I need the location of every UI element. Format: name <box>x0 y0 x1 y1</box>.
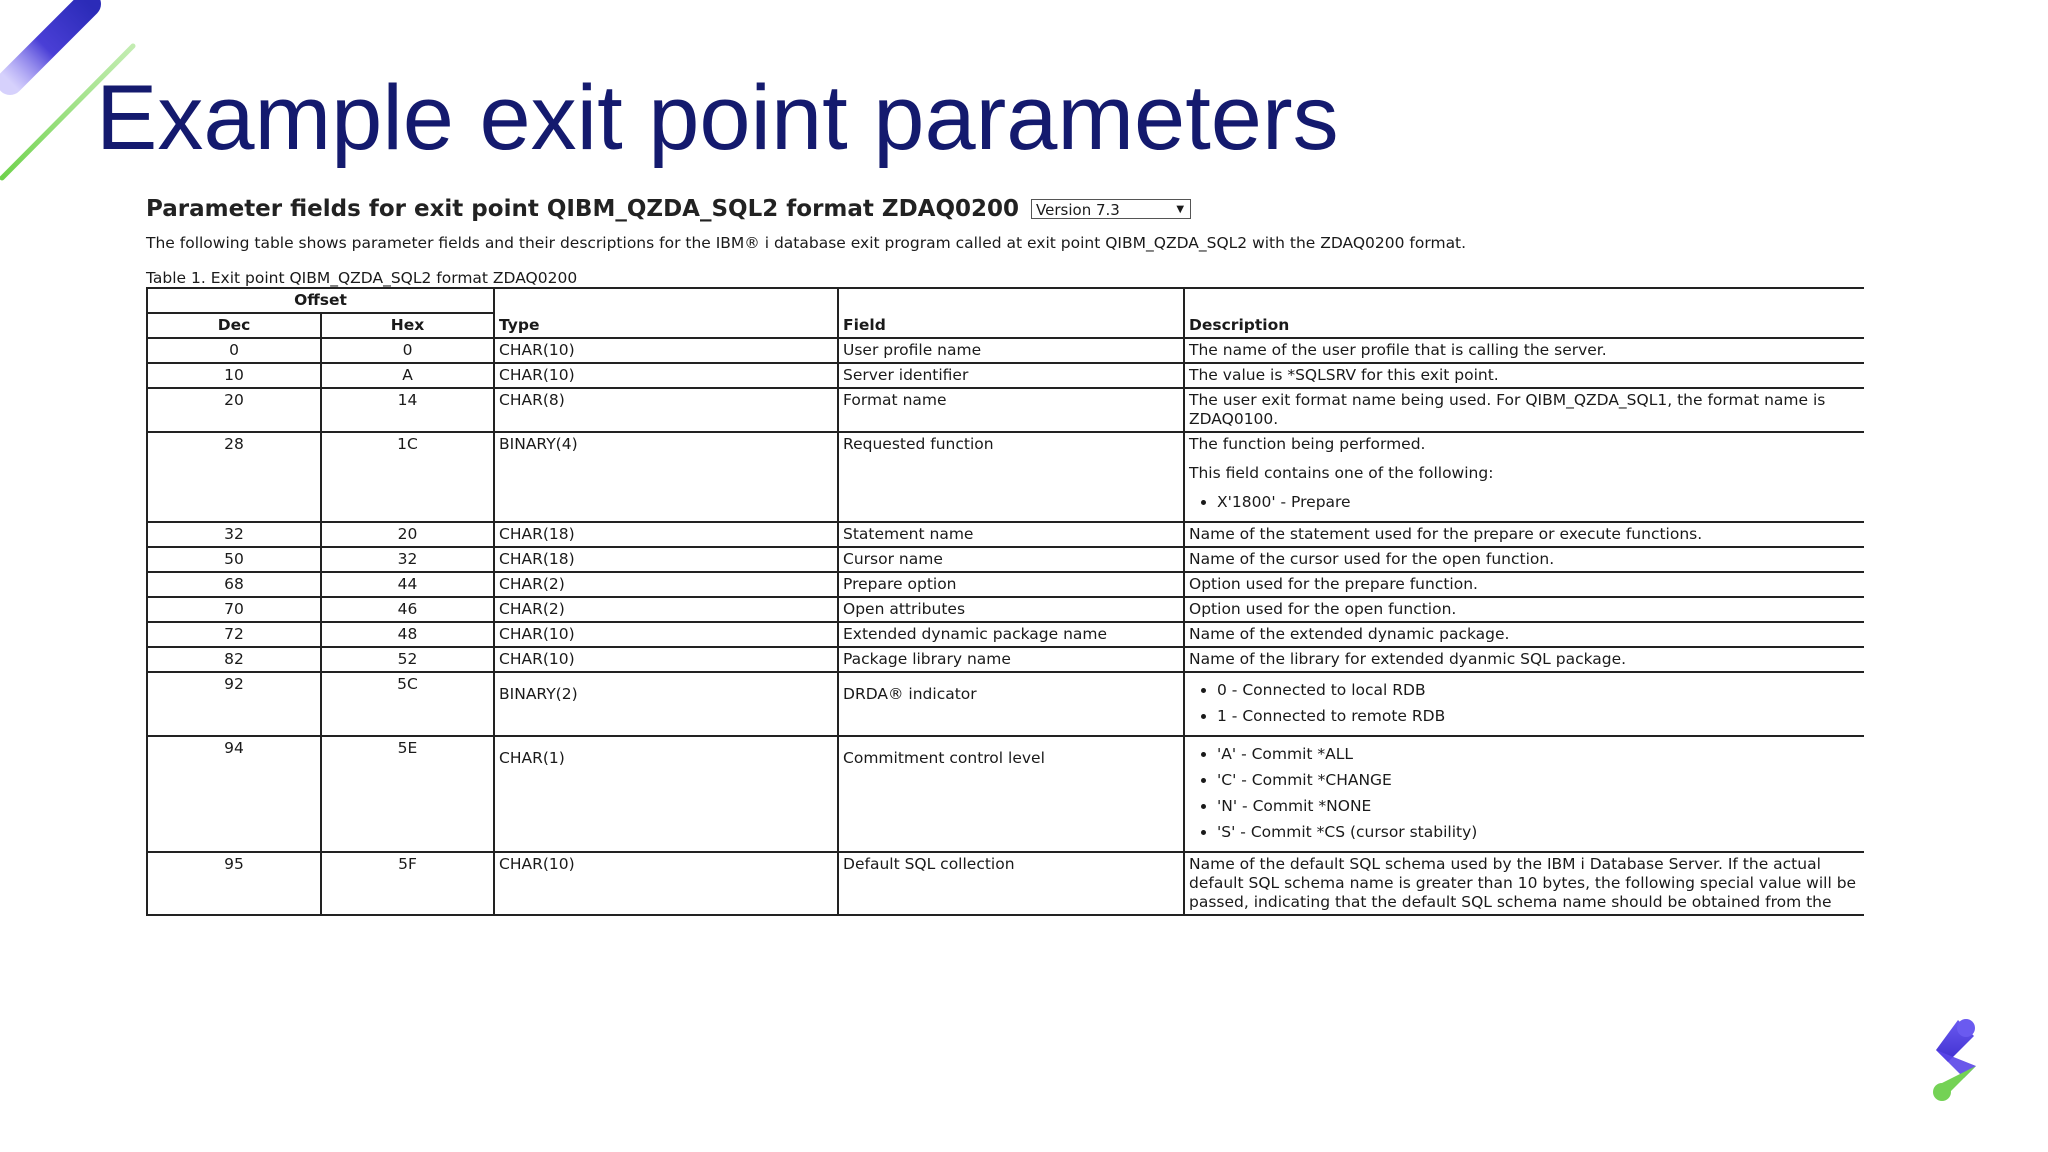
table-row <box>147 672 1864 736</box>
cell-description: The value is *SQLSRV for this exit point. <box>1184 363 1864 388</box>
table-row <box>147 388 1864 432</box>
list-item: • 'S' - Commit *CS (cursor stability) <box>1217 823 1860 842</box>
list-item: • 'C' - Commit *CHANGE <box>1217 771 1860 790</box>
cell-field: Server identifier <box>838 363 1184 388</box>
cell-hex: 48 <box>321 622 494 647</box>
table-row <box>147 647 1864 672</box>
cell-description: Name of the statement used for the prepare or execute functions. <box>1184 522 1864 547</box>
cell-hex: 52 <box>321 647 494 672</box>
cell-hex: 44 <box>321 572 494 597</box>
cell-description <box>1184 672 1864 736</box>
version-select-value: Version 7.3 <box>1036 201 1120 219</box>
cell-dec: 82 <box>147 647 321 672</box>
chevron-down-icon: ▼ <box>1176 204 1185 215</box>
cell-type: CHAR(10) <box>494 622 838 647</box>
table-row <box>147 622 1864 647</box>
cell-type: CHAR(8) <box>494 388 838 432</box>
cell-hex: 0 <box>321 338 494 363</box>
cell-type: CHAR(1) <box>494 736 838 852</box>
cell-hex: 14 <box>321 388 494 432</box>
cell-type: CHAR(10) <box>494 647 838 672</box>
cell-description: Name of the default SQL schema used by the IBM i Database Server. If the actual default SQL schema name is greater than 10 bytes, the following special value will be passed, indicating that the default SQL schema name should be obtained from the <box>1184 852 1864 915</box>
cell-field: Default SQL collection <box>838 852 1184 915</box>
list-item: • 'A' - Commit *ALL <box>1217 745 1860 764</box>
doc-heading: Parameter fields for exit point QIBM_QZDA_SQL2 format ZDAQ0200 <box>146 196 1020 222</box>
table-row <box>147 736 1864 852</box>
cell-hex: 5F <box>321 852 494 915</box>
cell-field: Open attributes <box>838 597 1184 622</box>
cell-hex: 32 <box>321 547 494 572</box>
cell-dec: 50 <box>147 547 321 572</box>
cell-dec: 10 <box>147 363 321 388</box>
table-caption: Table 1. Exit point QIBM_QZDA_SQL2 format ZDAQ0200 <box>146 269 578 287</box>
cell-field: DRDA® indicator <box>838 672 1184 736</box>
cell-field: Cursor name <box>838 547 1184 572</box>
cell-description: Name of the cursor used for the open function. <box>1184 547 1864 572</box>
cell-type: BINARY(2) <box>494 672 838 736</box>
header-dec: Dec <box>147 313 321 338</box>
cell-type: CHAR(10) <box>494 852 838 915</box>
cell-field: Extended dynamic package name <box>838 622 1184 647</box>
table-viewport <box>146 287 1864 971</box>
table-header-row <box>147 288 1864 313</box>
cell-hex: 1C <box>321 432 494 522</box>
cell-description <box>1184 432 1864 522</box>
cell-type: BINARY(4) <box>494 432 838 522</box>
header-hex: Hex <box>321 313 494 338</box>
header-type: Type <box>494 288 838 338</box>
cell-description: Name of the library for extended dyanmic SQL package. <box>1184 647 1864 672</box>
cell-type: CHAR(2) <box>494 597 838 622</box>
cell-type: CHAR(10) <box>494 338 838 363</box>
table-row <box>147 572 1864 597</box>
cell-field: User profile name <box>838 338 1184 363</box>
cell-dec: 72 <box>147 622 321 647</box>
table-row <box>147 547 1864 572</box>
header-description: Description <box>1184 288 1864 338</box>
cell-hex: 20 <box>321 522 494 547</box>
cell-type: CHAR(2) <box>494 572 838 597</box>
cell-field: Format name <box>838 388 1184 432</box>
list-item: • 'N' - Commit *NONE <box>1217 797 1860 816</box>
cell-dec: 68 <box>147 572 321 597</box>
table-row <box>147 432 1864 522</box>
cell-hex: 46 <box>321 597 494 622</box>
cell-field: Statement name <box>838 522 1184 547</box>
cell-description: The user exit format name being used. For QIBM_QZDA_SQL1, the format name is ZDAQ0100. <box>1184 388 1864 432</box>
slide-title: Example exit point parameters <box>96 67 1339 169</box>
cell-description: Option used for the prepare function. <box>1184 572 1864 597</box>
cell-description: The name of the user profile that is calling the server. <box>1184 338 1864 363</box>
doc-screenshot <box>146 196 1864 971</box>
table-row <box>147 852 1864 915</box>
cell-hex: A <box>321 363 494 388</box>
cell-dec: 20 <box>147 388 321 432</box>
cell-field: Package library name <box>838 647 1184 672</box>
table-row <box>147 338 1864 363</box>
exit-point-table <box>146 287 1864 916</box>
header-field: Field <box>838 288 1184 338</box>
cell-description: Option used for the open function. <box>1184 597 1864 622</box>
table-row <box>147 363 1864 388</box>
cell-description <box>1184 736 1864 852</box>
table-row <box>147 522 1864 547</box>
cell-dec: 94 <box>147 736 321 852</box>
cell-hex: 5E <box>321 736 494 852</box>
cell-dec: 70 <box>147 597 321 622</box>
cell-field: Requested function <box>838 432 1184 522</box>
cell-dec: 32 <box>147 522 321 547</box>
cell-type: CHAR(18) <box>494 547 838 572</box>
description-line: The function being performed. <box>1189 435 1426 453</box>
doc-intro: The following table shows parameter fields and their descriptions for the IBM® i database exit program called at exit point QIBM_QZDA_SQL2 with the ZDAQ0200 format. <box>146 234 1467 252</box>
description-list <box>1189 493 1860 512</box>
cell-type: CHAR(10) <box>494 363 838 388</box>
cell-description: Name of the extended dynamic package. <box>1184 622 1864 647</box>
cell-field: Commitment control level <box>838 736 1184 852</box>
list-item: • 1 - Connected to remote RDB <box>1217 707 1860 726</box>
list-item: • X'1800' - Prepare <box>1217 493 1860 512</box>
cell-type: CHAR(18) <box>494 522 838 547</box>
cell-dec: 92 <box>147 672 321 736</box>
description-list <box>1189 681 1860 726</box>
brand-logo-icon <box>1928 1016 1984 1104</box>
description-list <box>1189 745 1860 842</box>
header-offset: Offset <box>147 288 494 313</box>
version-select[interactable] <box>1031 199 1191 219</box>
doc-heading-row <box>146 196 1864 222</box>
cell-dec: 28 <box>147 432 321 522</box>
table-row <box>147 597 1864 622</box>
list-item: • 0 - Connected to local RDB <box>1217 681 1860 700</box>
cell-hex: 5C <box>321 672 494 736</box>
cell-dec: 95 <box>147 852 321 915</box>
cell-dec: 0 <box>147 338 321 363</box>
description-line: This field contains one of the following: <box>1189 464 1494 482</box>
cell-field: Prepare option <box>838 572 1184 597</box>
